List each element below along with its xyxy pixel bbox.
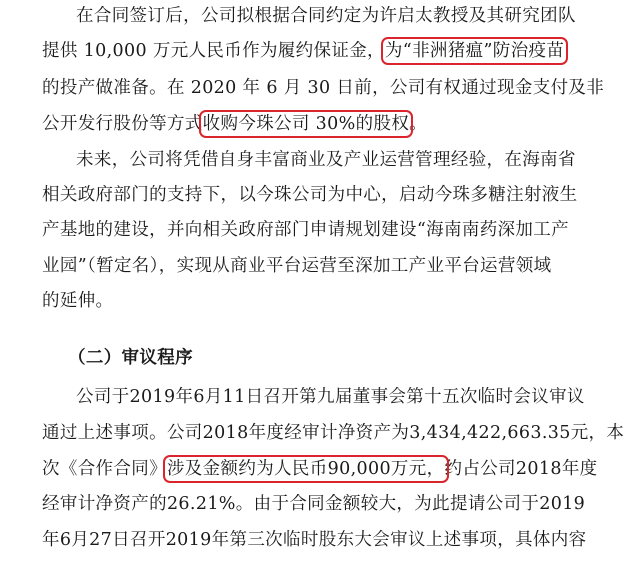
highlight-box-equity: 收购今珠公司 30%的股权	[202, 114, 410, 134]
section-heading: （二）审议程序	[68, 348, 193, 368]
para3-line3	[42, 457, 598, 481]
para2-line5: 的延伸。	[42, 291, 114, 311]
para3-line5: 年6月27日召开2019年第三次临时股东大会审议上述事项，具体内容	[42, 530, 587, 550]
para1-line4	[42, 112, 542, 136]
para3-line2: 通过上述事项。公司2018年度经审计净资产为3,434,422,663.35元，本	[42, 423, 624, 443]
para3-line3-text: 次《合作合同》	[42, 459, 167, 479]
para3-line1: 公司于2019年6月11日召开第九届董事会第十五次临时会议审议	[76, 387, 585, 407]
para3-line4: 经审计净资产的26.21%。由于合同金额较大，为此提请公司于2019	[42, 494, 586, 514]
para2-line4: 业园”（暂定名），实现从商业平台运营至深加工产业平台运营领域	[42, 256, 552, 276]
highlight-box-vaccine: 为“非洲猪瘟”防治疫苗	[384, 41, 565, 61]
para3-line3-end: 约占公司2018年度	[444, 459, 598, 479]
para1-line4-text: 公开发行股份等方式	[42, 114, 203, 134]
para1-line3: 的投产做准备。在 2020 年 6 月 30 日前，公司有权通过现金支付及非	[42, 78, 605, 98]
para2-line2: 相关政府部门的支持下，以今珠公司为中心，启动今珠多糖注射液生	[42, 185, 578, 205]
para1-line1: 在合同签订后，公司拟根据合同约定为许启太教授及其研究团队	[76, 6, 576, 26]
highlight-box-amount: 涉及金额约为人民币90,000万元，	[166, 459, 445, 479]
para1-line4-end: 。	[409, 114, 428, 134]
para2-line1: 未来，公司将凭借自身丰富商业及产业运营管理经验，在海南省	[76, 150, 576, 170]
para2-line3: 产基地的建设，并向相关政府部门申请规划建设“海南南药深加工产	[42, 220, 569, 240]
para1-line2	[42, 39, 565, 63]
para1-line2-text: 提供 10,000 万元人民币作为履约保证金，	[42, 41, 385, 61]
